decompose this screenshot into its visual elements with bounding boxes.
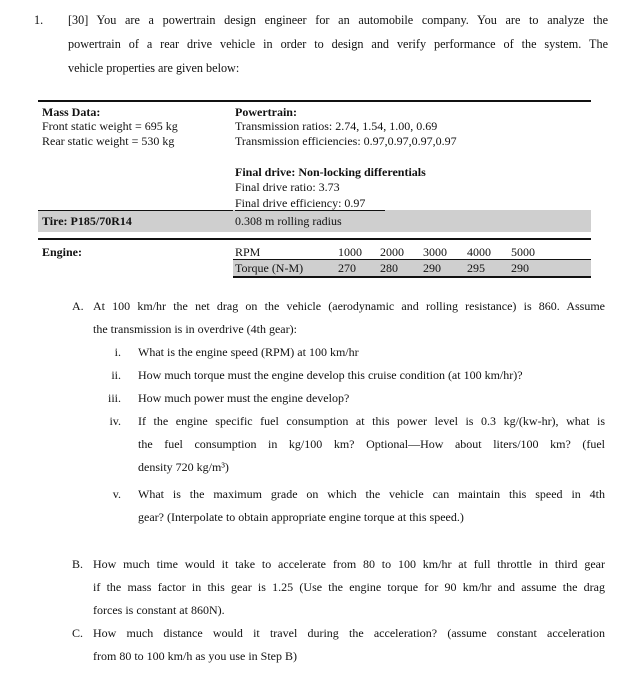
part-a-line-2: the transmission is in overdrive (4th gear): bbox=[93, 322, 297, 336]
intro-line-1: [30] You are a powertrain design engineer for an automobile company. You are to analyze the bbox=[68, 13, 608, 27]
problem-number: 1. bbox=[34, 13, 44, 27]
rpm-value: 4000 bbox=[467, 245, 491, 259]
tire-label: Tire: P185/70R14 bbox=[42, 214, 132, 228]
torque-value: 290 bbox=[423, 261, 441, 275]
item-v-line-2: gear? (Interpolate to obtain appropriate engine torque at this speed.) bbox=[138, 510, 464, 524]
rpm-value: 1000 bbox=[338, 245, 362, 259]
mass-data-heading: Mass Data: bbox=[42, 105, 101, 119]
part-a-line-1: At 100 km/hr the net drag on the vehicle (aerodynamic and rolling resistance) is 860. Assume bbox=[93, 299, 605, 313]
part-b-line-3: forces is constant at 860N). bbox=[93, 603, 225, 617]
item-ii-text: How much torque must the engine develop this cruise condition (at 100 km/hr)? bbox=[138, 368, 523, 382]
tire-row-rule-left bbox=[38, 210, 233, 211]
powertrain-heading: Powertrain: bbox=[235, 105, 297, 119]
rpm-value: 3000 bbox=[423, 245, 447, 259]
tire-row-rule-right bbox=[235, 210, 385, 211]
torque-value: 280 bbox=[380, 261, 398, 275]
part-b-line-2: if the mass factor in this gear is 1.25 (Use the engine torque for 90 km/hr and assume the drag bbox=[93, 580, 605, 594]
rpm-label: RPM bbox=[235, 245, 261, 259]
tire-value: 0.308 m rolling radius bbox=[235, 214, 342, 228]
item-number: ii. bbox=[111, 368, 121, 382]
item-number: v. bbox=[112, 487, 121, 501]
table-top-rule bbox=[38, 100, 591, 102]
part-c-line-1: How much distance would it travel during the acceleration? (assume constant acceleration bbox=[93, 626, 605, 640]
item-iii-text: How much power must the engine develop? bbox=[138, 391, 350, 405]
torque-label: Torque (N-M) bbox=[235, 261, 304, 275]
final-drive-ratio: Final drive ratio: 3.73 bbox=[235, 180, 340, 194]
item-v-line-1: What is the maximum grade on which the vehicle can maintain this speed in 4th bbox=[138, 487, 605, 501]
item-number: iv. bbox=[109, 414, 121, 428]
torque-value: 290 bbox=[511, 261, 529, 275]
front-weight: Front static weight = 695 kg bbox=[42, 119, 178, 133]
rpm-value: 2000 bbox=[380, 245, 404, 259]
item-number: iii. bbox=[107, 391, 121, 405]
part-a-letter: A. bbox=[72, 299, 84, 313]
table-bottom-rule bbox=[233, 276, 591, 278]
properties-table bbox=[38, 100, 591, 280]
intro-line-2: powertrain of a rear drive vehicle in order to design and verify performance of the system. The bbox=[68, 37, 608, 51]
final-drive-efficiency: Final drive efficiency: 0.97 bbox=[235, 196, 366, 210]
torque-value: 270 bbox=[338, 261, 356, 275]
torque-value: 295 bbox=[467, 261, 485, 275]
part-b-line-1: How much time would it take to accelerate from 80 to 100 km/hr at full throttle in third gear bbox=[93, 557, 605, 571]
torque-row-top-rule bbox=[233, 259, 591, 260]
final-drive-heading: Final drive: Non-locking differentials bbox=[235, 165, 426, 179]
intro-line-3: vehicle properties are given below: bbox=[68, 61, 240, 75]
engine-top-rule bbox=[38, 238, 591, 240]
item-number: i. bbox=[114, 345, 121, 359]
transmission-ratios: Transmission ratios: 2.74, 1.54, 1.00, 0.69 bbox=[235, 119, 438, 133]
transmission-efficiencies: Transmission efficiencies: 0.97,0.97,0.97,0.97 bbox=[235, 134, 457, 148]
item-iv-line-3: density 720 kg/m³) bbox=[138, 460, 229, 474]
rear-weight: Rear static weight = 530 kg bbox=[42, 134, 175, 148]
item-i-text: What is the engine speed (RPM) at 100 km/hr bbox=[138, 345, 359, 359]
part-b-letter: B. bbox=[72, 557, 84, 571]
item-iv-line-1: If the engine specific fuel consumption at this power level is 0.3 kg/(kw-hr), what is bbox=[138, 414, 605, 428]
part-c-letter: C. bbox=[72, 626, 84, 640]
item-iv-line-2: the fuel consumption in kg/100 km? Optional—How about liters/100 km? (fuel bbox=[138, 437, 605, 451]
engine-label: Engine: bbox=[42, 245, 83, 259]
part-c-line-2: from 80 to 100 km/h as you use in Step B) bbox=[93, 649, 297, 663]
rpm-value: 5000 bbox=[511, 245, 535, 259]
